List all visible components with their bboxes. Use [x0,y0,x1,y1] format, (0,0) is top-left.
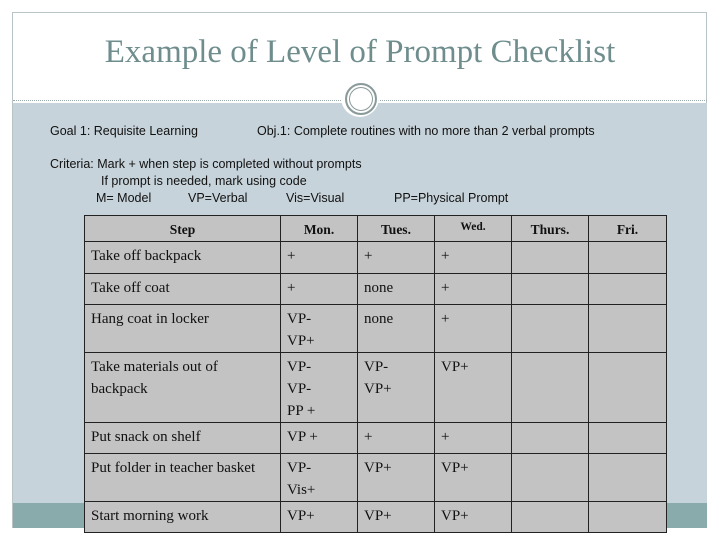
day-cell-wed: VP+ [435,502,512,533]
day-cell-tues: + [358,423,435,454]
step-cell: Take off backpack [85,242,281,274]
day-cell-mon: VP+ [281,502,358,533]
day-cell-wed: + [435,305,512,353]
circle-icon [345,83,377,115]
day-cell-thurs [512,274,589,305]
day-cell-tues: none [358,274,435,305]
day-cell-thurs [512,454,589,502]
header-tues: Tues. [358,216,435,242]
step-cell: Start morning work [85,502,281,533]
day-cell-wed: VP+ [435,454,512,502]
table-row [85,305,667,353]
goal-text: Goal 1: Requisite Learning [50,124,199,138]
table-row [85,454,667,502]
day-cell-tues: VP+ [358,454,435,502]
day-cell-tues: VP- VP+ [358,353,435,423]
day-cell-mon: VP- Vis+ [281,454,358,502]
slide-title: Example of Level of Prompt Checklist [104,34,616,70]
table-row [85,502,667,533]
table-row [85,242,667,274]
day-cell-fri [589,454,667,502]
day-cell-mon: + [281,274,358,305]
day-cell-tues: none [358,305,435,353]
header-wed: Wed. [435,216,512,242]
day-cell-fri [589,353,667,423]
day-cell-tues: VP+ [358,502,435,533]
day-cell-fri [589,242,667,274]
day-cell-wed: + [435,423,512,454]
day-cell-fri [589,423,667,454]
day-cell-wed: + [435,274,512,305]
step-cell: Hang coat in locker [85,305,281,353]
day-cell-thurs [512,423,589,454]
header-fri: Fri. [589,216,667,242]
criteria-line2: If prompt is needed, mark using code [101,174,307,188]
day-cell-thurs [512,305,589,353]
day-cell-tues: + [358,242,435,274]
objective-text: Obj.1: Complete routines with no more than 2 verbal prompts [257,124,595,138]
day-cell-wed: VP+ [435,353,512,423]
header-thurs: Thurs. [512,216,589,242]
table-row [85,274,667,305]
day-cell-wed: + [435,242,512,274]
step-cell: Take off coat [85,274,281,305]
day-cell-mon: VP- VP- PP + [281,353,358,423]
header-step: Step [85,216,281,242]
day-cell-mon: VP- VP+ [281,305,358,353]
day-cell-mon: VP + [281,423,358,454]
day-cell-thurs [512,242,589,274]
step-cell: Put snack on shelf [85,423,281,454]
code-model: M= Model [96,191,152,205]
day-cell-fri [589,502,667,533]
step-cell: Take materials out of backpack [85,353,281,423]
day-cell-thurs [512,353,589,423]
day-cell-fri [589,274,667,305]
code-verbal: VP=Verbal [188,191,248,205]
table-row [85,423,667,454]
code-physical: PP=Physical Prompt [394,191,509,205]
step-cell: Put folder in teacher basket [85,454,281,502]
table-row [85,353,667,423]
day-cell-fri [589,305,667,353]
code-visual: Vis=Visual [286,191,345,205]
table-header-row [85,216,667,242]
day-cell-thurs [512,502,589,533]
prompt-checklist-table [84,215,667,533]
day-cell-mon: + [281,242,358,274]
header-mon: Mon. [281,216,358,242]
criteria-line1: Criteria: Mark + when step is completed without prompts [50,157,362,171]
